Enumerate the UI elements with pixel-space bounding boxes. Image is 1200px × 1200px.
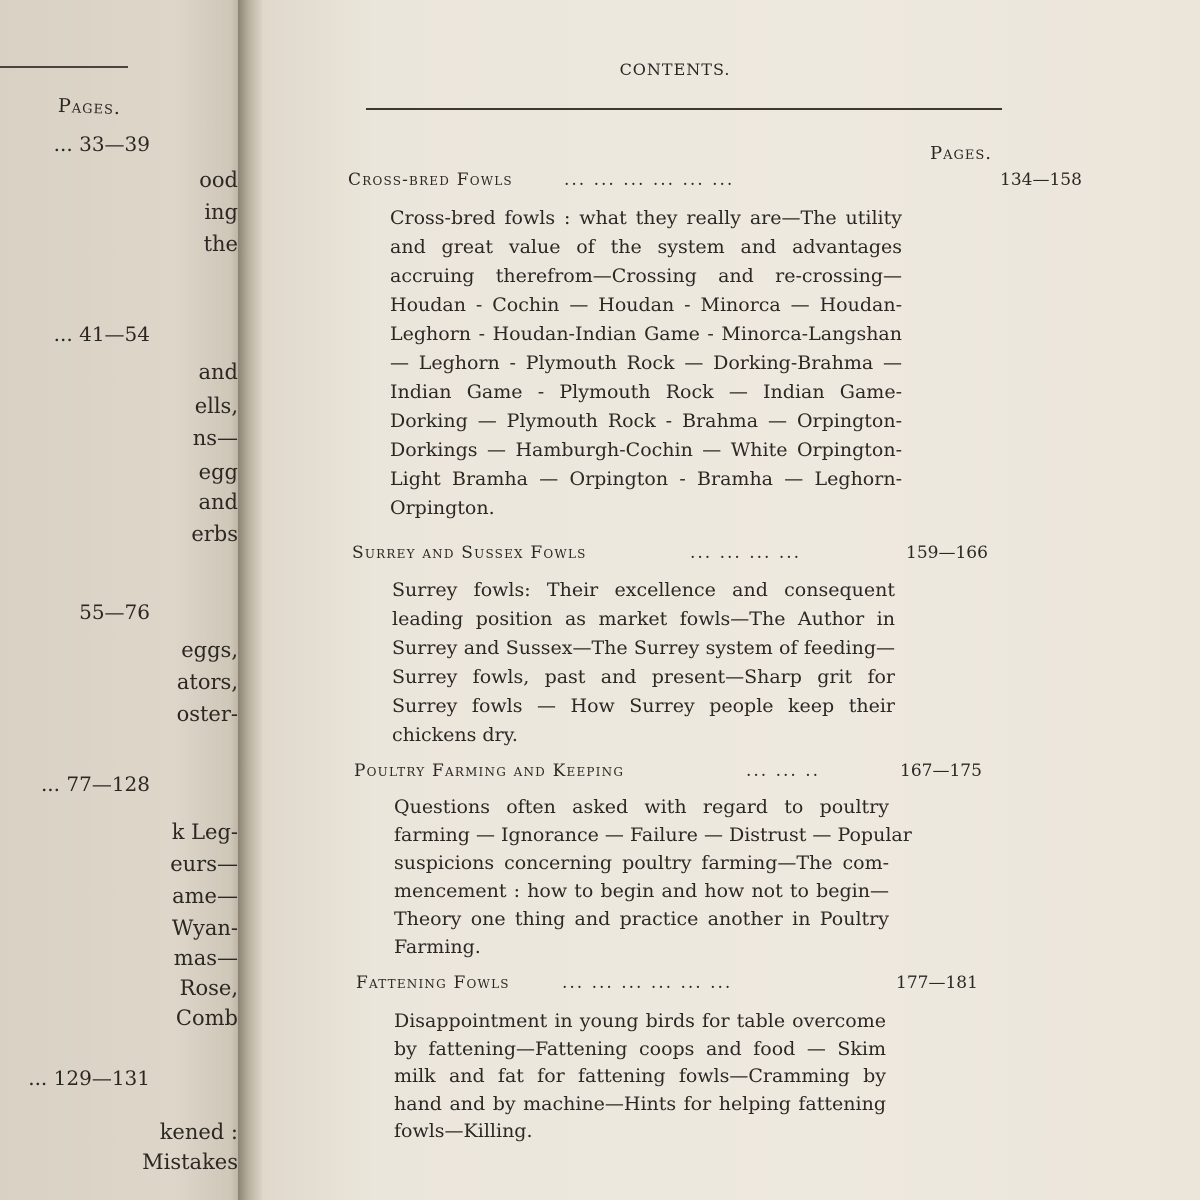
description-line: hand and by machine—Hints for helping fattening bbox=[394, 1092, 886, 1115]
leader-dots: ... ... .. bbox=[746, 761, 821, 781]
leader-dots: ... ... ... ... ... ... bbox=[564, 170, 735, 190]
entry-description bbox=[394, 1008, 886, 1146]
left-page bbox=[0, 0, 250, 1200]
pages-heading: Pages. bbox=[930, 143, 993, 164]
left-page-text: and bbox=[198, 360, 238, 384]
entry-page-range: 159—166 bbox=[906, 543, 988, 563]
description-line: accruing therefrom—Crossing and re-crossing— bbox=[390, 265, 902, 287]
left-page-text: and bbox=[198, 490, 238, 514]
left-page-text: eurs— bbox=[170, 852, 238, 876]
left-page-text: ame— bbox=[172, 884, 238, 908]
description-line: Surrey fowls: Their excellence and consequent bbox=[392, 579, 895, 601]
entry-title: Poultry Farming and Keeping bbox=[354, 761, 625, 781]
left-page-text: the bbox=[203, 232, 238, 256]
left-page-text: Mistakes bbox=[142, 1150, 238, 1174]
description-line: Dorking — Plymouth Rock - Brahma — Orpington- bbox=[390, 410, 902, 432]
left-page-text: ood bbox=[199, 168, 238, 192]
description-line: chickens dry. bbox=[392, 724, 518, 746]
entry-page-range: 134—158 bbox=[1000, 170, 1082, 190]
description-line: Leghorn - Houdan-Indian Game - Minorca-Langshan bbox=[390, 323, 902, 345]
description-line: Questions often asked with regard to poultry bbox=[394, 796, 889, 818]
left-pages-heading: Pages. bbox=[57, 94, 122, 120]
entry-title: Cross-bred Fowls bbox=[348, 170, 513, 190]
left-page-text: eggs, bbox=[181, 638, 238, 662]
left-page-text: Rose, bbox=[179, 976, 238, 1000]
description-line: milk and fat for fattening fowls—Cramming by bbox=[394, 1065, 886, 1087]
description-line: — Leghorn - Plymouth Rock — Dorking-Brahma — bbox=[390, 352, 902, 374]
description-line: Theory one thing and practice another in Poultry bbox=[394, 908, 889, 930]
left-page-text: ... 129—131 bbox=[28, 1066, 150, 1090]
title-rule bbox=[366, 108, 1002, 110]
entry-description bbox=[394, 793, 912, 961]
entry-heading bbox=[348, 170, 1082, 200]
description-line: Cross-bred fowls : what they really are—The utility bbox=[390, 207, 902, 229]
left-page-text: k Leg- bbox=[171, 820, 238, 844]
description-line: Surrey fowls, past and present—Sharp grit for bbox=[392, 666, 895, 688]
entry-heading bbox=[354, 761, 1054, 791]
description-line: Houdan - Cochin — Houdan - Minorca — Houdan- bbox=[390, 294, 902, 316]
left-page-text: ... 33—39 bbox=[53, 132, 150, 156]
left-page-text: Comb bbox=[175, 1006, 238, 1030]
left-page-rule bbox=[0, 66, 128, 68]
left-page-text: Wyan- bbox=[171, 916, 238, 940]
page-title: CONTENTS. bbox=[619, 60, 731, 79]
description-line: Orpington. bbox=[390, 497, 495, 519]
entry-heading bbox=[356, 973, 1056, 1003]
right-page bbox=[262, 0, 1200, 1200]
left-page-text: mas— bbox=[173, 946, 238, 970]
left-page-text: erbs bbox=[191, 522, 238, 546]
description-line: suspicions concerning poultry farming—The com- bbox=[394, 852, 889, 874]
leader-dots: ... ... ... ... ... ... bbox=[562, 973, 733, 993]
description-line: farming — Ignorance — Failure — Distrust — Popular bbox=[394, 824, 912, 846]
description-line: and great value of the system and advantages bbox=[390, 236, 902, 258]
entry-heading bbox=[352, 543, 1052, 573]
left-page-text: ... 41—54 bbox=[53, 322, 150, 346]
entry-title: Surrey and Sussex Fowls bbox=[352, 543, 587, 563]
description-line: Indian Game - Plymouth Rock — Indian Game- bbox=[390, 381, 902, 403]
left-page-text: ing bbox=[204, 200, 238, 224]
description-line: Farming. bbox=[394, 936, 481, 958]
leader-dots: ... ... ... ... bbox=[690, 543, 802, 563]
description-line: leading position as market fowls—The Author in bbox=[392, 608, 895, 630]
description-line: Light Bramha — Orpington - Bramha — Leghorn- bbox=[390, 468, 902, 490]
description-line: Dorkings — Hamburgh-Cochin — White Orpington- bbox=[390, 439, 902, 461]
left-page-text: ... 77—128 bbox=[40, 772, 150, 796]
description-line: Surrey and Sussex—The Surrey system of feeding— bbox=[392, 637, 895, 659]
description-line: by fattening—Fattening coops and food — Skim bbox=[394, 1037, 886, 1060]
entry-description bbox=[392, 576, 895, 750]
entry-page-range: 167—175 bbox=[900, 761, 982, 781]
description-line: Surrey fowls — How Surrey people keep their bbox=[392, 695, 895, 717]
entry-description bbox=[390, 204, 902, 523]
description-line: mencement : how to begin and how not to begin— bbox=[394, 880, 889, 902]
left-page-text: ells, bbox=[194, 394, 238, 418]
left-page-text: 55—76 bbox=[79, 600, 150, 624]
left-page-text: oster- bbox=[176, 702, 238, 726]
left-page-text: kened : bbox=[159, 1120, 238, 1144]
description-line: fowls—Killing. bbox=[394, 1120, 533, 1142]
description-line: Disappointment in young birds for table overcome bbox=[394, 1010, 886, 1032]
entry-title: Fattening Fowls bbox=[356, 973, 510, 993]
left-page-text: ators, bbox=[176, 670, 238, 694]
left-page-text: egg bbox=[198, 460, 238, 484]
entry-page-range: 177—181 bbox=[896, 973, 978, 993]
left-page-text: ns— bbox=[192, 426, 238, 450]
